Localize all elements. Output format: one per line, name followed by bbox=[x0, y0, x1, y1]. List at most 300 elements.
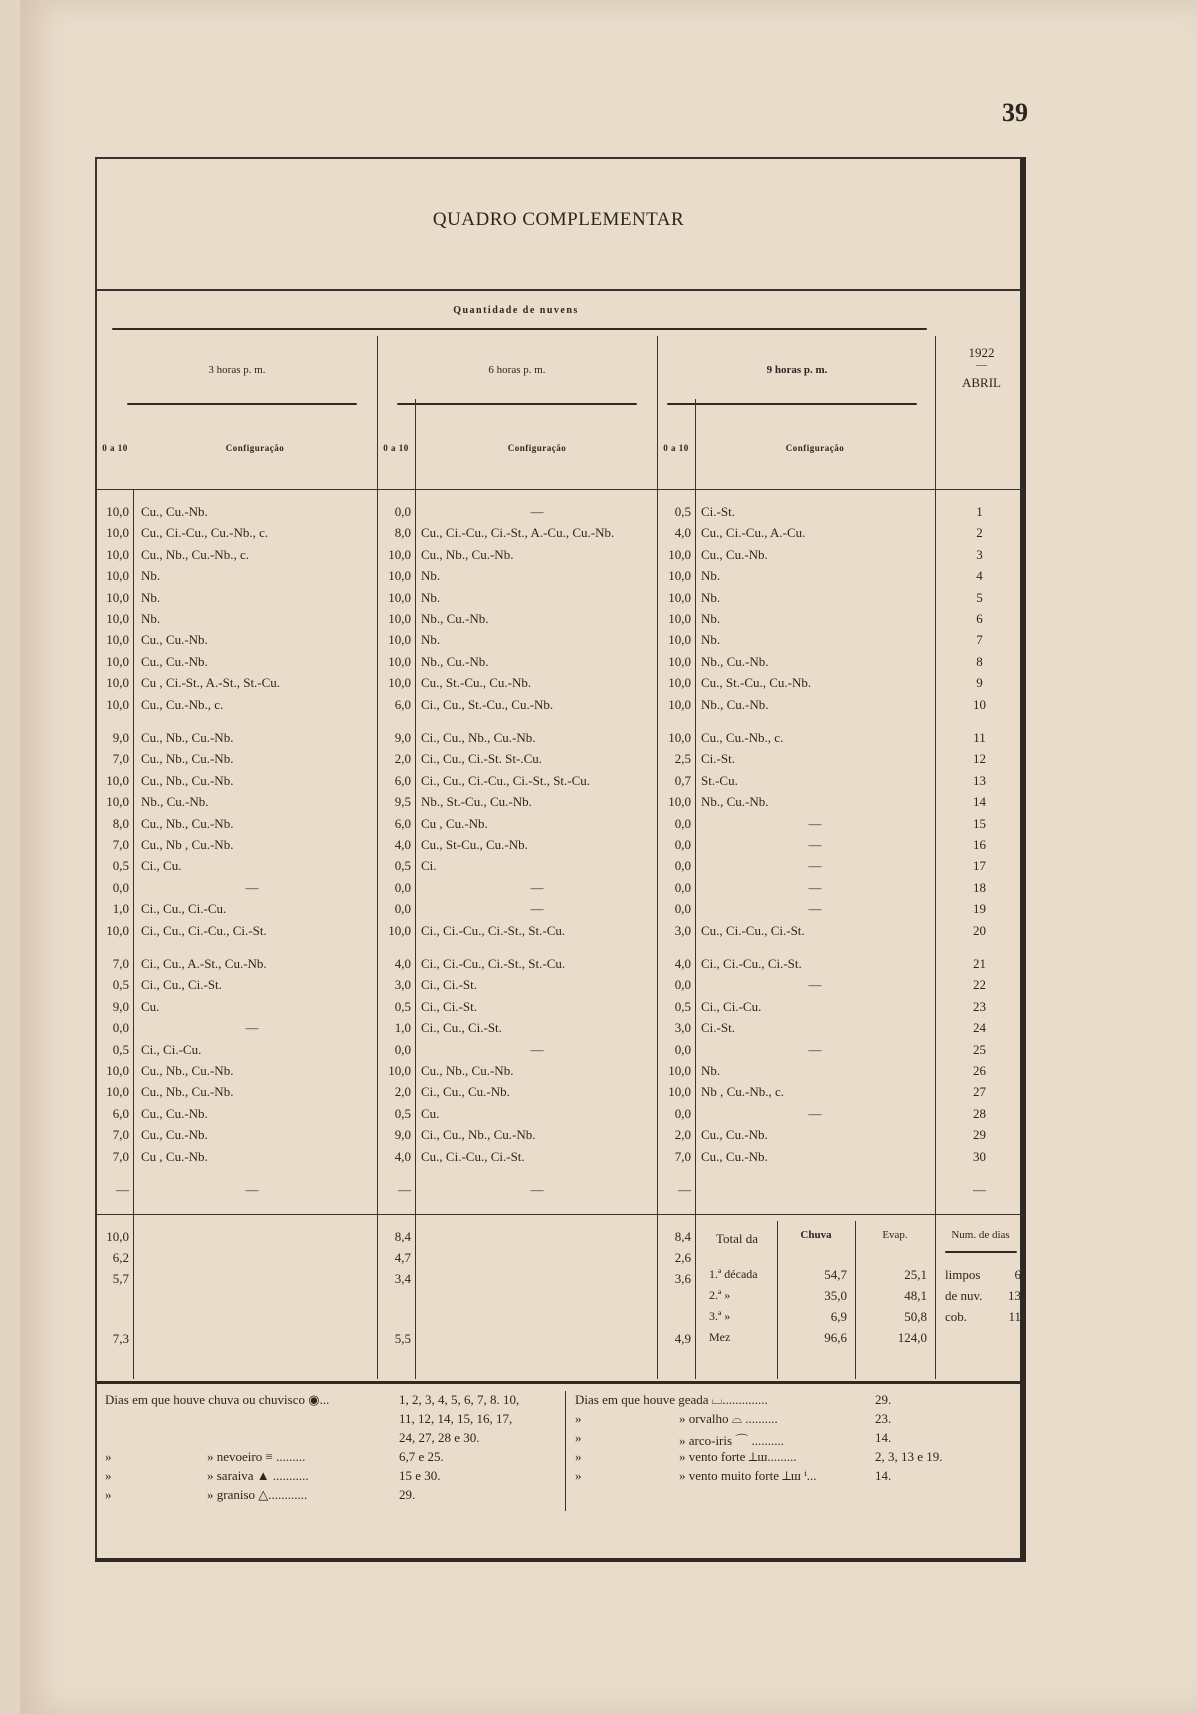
table-row bbox=[97, 611, 1020, 632]
legend-value: 23. bbox=[875, 1411, 892, 1426]
cell-bc: Nb. bbox=[421, 568, 441, 584]
header-group-label: Quantidade de nuvens bbox=[453, 305, 579, 316]
cell-a: 10,0 bbox=[106, 696, 129, 712]
cell-b: 0,0 bbox=[394, 504, 411, 519]
cell-c: 10,0 bbox=[668, 568, 691, 584]
legend-divider bbox=[565, 1391, 566, 1511]
summary-value: 7,3 bbox=[112, 1331, 129, 1346]
cell-bc: Ci., Ci.-Cu., Ci.-St., St.-Cu. bbox=[421, 922, 566, 938]
cell-b: 9,5 bbox=[394, 794, 411, 810]
summary-value: Mez bbox=[709, 1330, 731, 1344]
table-row bbox=[97, 1084, 1020, 1105]
table-row bbox=[97, 901, 1020, 922]
summary-value: 2,6 bbox=[674, 1250, 691, 1265]
cell-ac: — bbox=[245, 1020, 259, 1036]
cell-b: 10,0 bbox=[388, 589, 411, 605]
cell-b: 2,0 bbox=[394, 751, 411, 767]
cell-ac: Ci., Cu., Ci.-Cu., Ci.-St. bbox=[141, 922, 267, 938]
cell-bc: — bbox=[530, 1182, 544, 1197]
cell-cc: Nb., Cu.-Nb. bbox=[701, 794, 769, 810]
cell-d: 21 bbox=[973, 956, 986, 971]
cell-c: 0,5 bbox=[674, 998, 691, 1014]
table-row bbox=[97, 675, 1020, 696]
cell-b: 8,0 bbox=[394, 525, 411, 541]
cell-b: 4,0 bbox=[394, 1148, 411, 1164]
table-row bbox=[97, 1127, 1020, 1148]
cell-a: 7,0 bbox=[112, 837, 129, 852]
cell-ac: Cu., Nb., Cu.-Nb., c. bbox=[141, 546, 249, 562]
cell-d: 1 bbox=[976, 504, 983, 519]
cell-a: 10,0 bbox=[106, 589, 129, 605]
header-period-3: 9 horas p. m. bbox=[766, 364, 828, 376]
summary-value: Evap. bbox=[882, 1229, 908, 1241]
cell-cc: Nb , Cu.-Nb., c. bbox=[701, 1084, 785, 1100]
header-scale-3: 0 a 10 bbox=[663, 443, 689, 453]
cell-a: 10,0 bbox=[106, 1084, 129, 1100]
table-row bbox=[97, 858, 1020, 879]
legend-value: 11, 12, 14, 15, 16, 17, bbox=[399, 1411, 513, 1426]
cell-d: 11 bbox=[973, 730, 986, 745]
cell-b: 0,5 bbox=[394, 1105, 411, 1121]
cell-a: 10,0 bbox=[106, 632, 129, 648]
legend-quote: » bbox=[575, 1468, 582, 1483]
cell-d: 6 bbox=[976, 611, 983, 626]
cell-cc: Ci., Ci.-Cu. bbox=[701, 998, 762, 1014]
table-row bbox=[97, 1149, 1020, 1170]
cell-c: 3,0 bbox=[674, 1020, 691, 1036]
table-row bbox=[97, 525, 1020, 546]
cell-a: 0,5 bbox=[112, 1041, 129, 1057]
cell-cc: Nb., Cu.-Nb. bbox=[701, 653, 769, 669]
cell-b: 10,0 bbox=[388, 611, 411, 626]
cell-c: 0,7 bbox=[674, 772, 691, 788]
cell-ac: Cu., Ci.-Cu., Cu.-Nb., c. bbox=[141, 525, 269, 541]
cell-ac: — bbox=[245, 1182, 259, 1197]
cell-a: 10,0 bbox=[106, 1063, 129, 1078]
cell-cc: Nb., Cu.-Nb. bbox=[701, 696, 769, 712]
cell-d: 27 bbox=[973, 1084, 986, 1100]
table-row bbox=[97, 547, 1020, 568]
summary-value: 4,7 bbox=[394, 1250, 411, 1265]
cell-bc: Cu., Ci.-Cu., Ci.-St., A.-Cu., Cu.-Nb. bbox=[421, 525, 615, 541]
cell-d: 3 bbox=[976, 546, 983, 562]
legend-quote: » bbox=[575, 1411, 582, 1426]
cell-a: 7,0 bbox=[112, 751, 129, 767]
table-row bbox=[97, 1182, 1020, 1203]
legend-quote: » bbox=[575, 1449, 582, 1464]
cell-b: 0,5 bbox=[394, 998, 411, 1014]
cell-cc: Ci.-St. bbox=[701, 504, 735, 519]
table-row bbox=[97, 816, 1020, 837]
summary-value: 48,1 bbox=[904, 1288, 927, 1303]
cell-ac: Cu., Cu.-Nb., c. bbox=[141, 696, 224, 712]
cell-ac: Cu., Nb , Cu.-Nb. bbox=[141, 837, 234, 852]
cell-cc: Ci., Ci.-Cu., Ci.-St. bbox=[701, 956, 802, 971]
header-bottom-rule bbox=[97, 489, 1026, 490]
cell-cc: Cu., St.-Cu., Cu.-Nb. bbox=[701, 675, 812, 691]
cell-cc: Ci.-St. bbox=[701, 1020, 735, 1036]
legend-value: 1, 2, 3, 4, 5, 6, 7, 8. 10, bbox=[399, 1392, 520, 1407]
cell-a: 10,0 bbox=[106, 675, 129, 691]
table-row bbox=[97, 977, 1020, 998]
cell-bc: Ci., Ci.-St. bbox=[421, 977, 477, 993]
cell-c: 3,0 bbox=[674, 922, 691, 938]
cell-cc: — bbox=[808, 977, 822, 993]
table-row bbox=[97, 923, 1020, 944]
cell-cc: Nb. bbox=[701, 611, 721, 626]
header-config-3: Configuração bbox=[785, 443, 845, 453]
cell-a: — bbox=[116, 1182, 129, 1197]
summary-value: 6,2 bbox=[112, 1250, 129, 1265]
cell-cc: — bbox=[808, 815, 822, 831]
cell-a: 0,5 bbox=[112, 858, 129, 874]
cell-c: 0,5 bbox=[674, 504, 691, 519]
cell-a: 10,0 bbox=[106, 504, 129, 519]
cell-d: 20 bbox=[973, 922, 986, 938]
header-period-2: 6 horas p. m. bbox=[488, 364, 546, 376]
cell-ac: Ci., Cu., Ci.-Cu. bbox=[141, 901, 227, 917]
table-row bbox=[97, 794, 1020, 815]
cell-d: 14 bbox=[973, 794, 986, 810]
cell-d: 25 bbox=[973, 1041, 986, 1057]
cell-bc: Ci., Cu., Nb., Cu.-Nb. bbox=[421, 1127, 536, 1143]
cell-b: — bbox=[398, 1182, 411, 1197]
cell-cc: Cu., Cu.-Nb. bbox=[701, 546, 768, 562]
cell-cc: — bbox=[808, 1041, 822, 1057]
cell-a: 9,0 bbox=[112, 998, 129, 1014]
summary-value: Total da bbox=[715, 1231, 759, 1246]
cell-a: 10,0 bbox=[106, 568, 129, 584]
cell-bc: Nb., Cu.-Nb. bbox=[421, 611, 489, 626]
cell-d: 10 bbox=[973, 696, 986, 712]
cell-cc: Ci.-St. bbox=[701, 751, 735, 767]
legend-quote: » bbox=[105, 1468, 112, 1483]
page bbox=[20, 0, 1197, 1714]
cell-d: 9 bbox=[976, 675, 983, 691]
cell-bc: Nb. bbox=[421, 632, 441, 648]
cell-c: 10,0 bbox=[668, 696, 691, 712]
cell-b: 10,0 bbox=[388, 653, 411, 669]
cell-c: 10,0 bbox=[668, 794, 691, 810]
cell-b: 10,0 bbox=[388, 1063, 411, 1078]
cell-b: 6,0 bbox=[394, 772, 411, 788]
cell-b: 0,0 bbox=[394, 879, 411, 895]
cell-cc: Cu., Cu.-Nb., c. bbox=[701, 730, 784, 745]
summary-value: 5,5 bbox=[394, 1331, 411, 1346]
summary-value: 4,9 bbox=[674, 1331, 691, 1346]
cell-b: 0,0 bbox=[394, 1041, 411, 1057]
cell-c: 10,0 bbox=[668, 675, 691, 691]
cell-c: 0,0 bbox=[674, 858, 691, 874]
cell-d: 17 bbox=[973, 858, 986, 874]
cell-d: 13 bbox=[973, 772, 986, 788]
table-row bbox=[97, 568, 1020, 589]
cell-d: 15 bbox=[973, 815, 986, 831]
cell-c: 0,0 bbox=[674, 837, 691, 852]
cell-c: 10,0 bbox=[668, 1063, 691, 1078]
cell-cc: — bbox=[808, 901, 822, 917]
cell-ac: Nb. bbox=[141, 589, 161, 605]
cell-d: 7 bbox=[976, 632, 983, 648]
summary-value: 5,7 bbox=[112, 1271, 129, 1286]
header-year: 1922 bbox=[968, 345, 995, 360]
header-scale-1: 0 a 10 bbox=[102, 443, 128, 453]
cell-d: 16 bbox=[973, 837, 986, 852]
cell-bc: Cu., St-Cu., Cu.-Nb. bbox=[421, 837, 528, 852]
table-title: QUADRO COMPLEMENTAR bbox=[432, 209, 685, 230]
cell-bc: Cu , Cu.-Nb. bbox=[421, 815, 488, 831]
table-row bbox=[97, 632, 1020, 653]
cell-ac: Cu., Cu.-Nb. bbox=[141, 653, 208, 669]
summary-value: 2.ª » bbox=[709, 1288, 731, 1302]
summary-top-rule bbox=[97, 1214, 1026, 1215]
cell-b: 1,0 bbox=[394, 1020, 411, 1036]
cell-a: 7,0 bbox=[112, 956, 129, 971]
cell-cc: Nb. bbox=[701, 632, 721, 648]
num-dias-rule bbox=[945, 1251, 1017, 1253]
cell-bc: Ci., Cu., Nb., Cu.-Nb. bbox=[421, 730, 536, 745]
cell-a: 9,0 bbox=[112, 730, 129, 745]
cell-d: 24 bbox=[973, 1020, 986, 1036]
cell-b: 0,5 bbox=[394, 858, 411, 874]
cell-cc: — bbox=[808, 858, 822, 874]
table-row bbox=[97, 1020, 1020, 1041]
cell-ac: Cu., Nb., Cu.-Nb. bbox=[141, 772, 234, 788]
cell-d: 22 bbox=[973, 977, 986, 993]
table-row bbox=[97, 956, 1020, 977]
cell-c: 0,0 bbox=[674, 1105, 691, 1121]
cell-c: 0,0 bbox=[674, 901, 691, 917]
cell-bc: Ci., Cu., Ci.-St. St-.Cu. bbox=[421, 751, 542, 767]
cell-bc: Ci., Ci.-St. bbox=[421, 998, 477, 1014]
legend-value: 6,7 e 25. bbox=[399, 1449, 444, 1464]
cell-b: 10,0 bbox=[388, 546, 411, 562]
table-row bbox=[97, 999, 1020, 1020]
cell-c: 10,0 bbox=[668, 1084, 691, 1100]
cell-bc: Cu., Nb., Cu.-Nb. bbox=[421, 546, 514, 562]
summary-value: 3,4 bbox=[394, 1271, 411, 1286]
cell-ac: Cu., Nb., Cu.-Nb. bbox=[141, 751, 234, 767]
legend-label: » vento forte ⟂ш......... bbox=[679, 1449, 797, 1464]
table-row bbox=[97, 773, 1020, 794]
cell-d: 19 bbox=[973, 901, 986, 917]
cell-bc: — bbox=[530, 901, 544, 917]
rule-p3 bbox=[667, 403, 917, 405]
cell-c: 0,0 bbox=[674, 815, 691, 831]
summary-value: 54,7 bbox=[824, 1267, 847, 1282]
cell-d: 12 bbox=[973, 751, 986, 767]
cell-cc: Cu., Cu.-Nb. bbox=[701, 1148, 768, 1164]
rule-p1 bbox=[127, 403, 357, 405]
summary-value: 1.ª década bbox=[709, 1267, 758, 1281]
legend-label: » orvalho ⌓ .......... bbox=[679, 1411, 778, 1426]
cell-c: 10,0 bbox=[668, 653, 691, 669]
cell-d: 23 bbox=[973, 998, 986, 1014]
cell-cc: Cu., Ci.-Cu., Ci.-St. bbox=[701, 922, 805, 938]
cell-d: 26 bbox=[973, 1063, 986, 1078]
summary-value: cob. bbox=[945, 1309, 968, 1324]
summary-value: 3,6 bbox=[674, 1271, 691, 1286]
summary-value: de nuv. bbox=[945, 1288, 983, 1303]
table-row bbox=[97, 504, 1020, 525]
cell-cc: Cu., Ci.-Cu., A.-Cu. bbox=[701, 525, 806, 541]
cell-bc: Ci., Cu., St.-Cu., Cu.-Nb. bbox=[421, 696, 554, 712]
cell-b: 9,0 bbox=[394, 1127, 411, 1143]
cell-a: 10,0 bbox=[106, 794, 129, 810]
cell-ac: Ci., Cu., A.-St., Cu.-Nb. bbox=[141, 956, 267, 971]
summary-value: 50,8 bbox=[904, 1309, 927, 1324]
cell-b: 10,0 bbox=[388, 922, 411, 938]
cell-b: 4,0 bbox=[394, 956, 411, 971]
cell-ac: Nb., Cu.-Nb. bbox=[141, 794, 209, 810]
cell-bc: Ci., Cu., Cu.-Nb. bbox=[421, 1084, 510, 1100]
cell-d: 2 bbox=[976, 525, 983, 541]
cell-bc: Nb. bbox=[421, 589, 441, 605]
header-sep: — bbox=[976, 359, 987, 371]
cell-bc: — bbox=[530, 504, 544, 519]
cell-b: 2,0 bbox=[394, 1084, 411, 1100]
table-row bbox=[97, 697, 1020, 718]
cell-ac: Cu., Cu.-Nb. bbox=[141, 1127, 208, 1143]
cell-a: 10,0 bbox=[106, 922, 129, 938]
table-row bbox=[97, 1042, 1020, 1063]
summary-value: 6 bbox=[1014, 1267, 1021, 1282]
summary-value: 124,0 bbox=[897, 1330, 927, 1345]
legend-label: Dias em que houve geada ⌴.............. bbox=[575, 1392, 768, 1407]
table-row bbox=[97, 590, 1020, 611]
summary-value: Chuva bbox=[800, 1229, 832, 1241]
cell-bc: — bbox=[530, 1041, 544, 1057]
cell-c: 4,0 bbox=[674, 525, 691, 541]
cell-b: 4,0 bbox=[394, 837, 411, 852]
table-row bbox=[97, 837, 1020, 858]
cell-a: 10,0 bbox=[106, 525, 129, 541]
cell-ac: Ci., Cu., Ci.-St. bbox=[141, 977, 222, 993]
cell-b: 10,0 bbox=[388, 675, 411, 691]
legend-label: » graniso △............ bbox=[207, 1487, 308, 1502]
table-frame bbox=[95, 157, 1026, 1562]
legend-value: 24, 27, 28 e 30. bbox=[399, 1430, 480, 1445]
legend-value: 14. bbox=[875, 1468, 892, 1483]
legend-value: 15 e 30. bbox=[399, 1468, 441, 1483]
summary-value: 6,9 bbox=[830, 1309, 847, 1324]
cell-ac: Cu., Cu.-Nb. bbox=[141, 504, 208, 519]
header-scale-2: 0 a 10 bbox=[383, 443, 409, 453]
cell-a: 1,0 bbox=[112, 901, 129, 917]
summary-value: 10,0 bbox=[106, 1229, 129, 1244]
cell-cc: — bbox=[808, 1105, 822, 1121]
legend-label: » saraiva ▲ ........... bbox=[207, 1468, 309, 1483]
cell-bc: Cu. bbox=[421, 1105, 440, 1121]
cell-bc: Ci., Cu., Ci.-St. bbox=[421, 1020, 502, 1036]
cell-bc: — bbox=[530, 879, 544, 895]
cell-ac: — bbox=[245, 879, 259, 895]
cell-c: 0,0 bbox=[674, 879, 691, 895]
cell-c: 4,0 bbox=[674, 956, 691, 971]
cell-bc: Cu., St.-Cu., Cu.-Nb. bbox=[421, 675, 532, 691]
cell-d: 5 bbox=[976, 589, 983, 605]
summary-value: 96,6 bbox=[824, 1330, 847, 1345]
legend-label: » vento muito forte ⟂ш ⁱ... bbox=[679, 1468, 817, 1483]
table-row bbox=[97, 1063, 1020, 1084]
cell-b: 10,0 bbox=[388, 568, 411, 584]
cell-a: 10,0 bbox=[106, 546, 129, 562]
cell-a: 6,0 bbox=[112, 1105, 129, 1121]
cell-b: 0,0 bbox=[394, 901, 411, 917]
legend-label: » arco-iris ⌒ .......... bbox=[679, 1433, 785, 1448]
summary-value: 25,1 bbox=[904, 1267, 927, 1282]
summary-value: 35,0 bbox=[824, 1288, 847, 1303]
cell-d: — bbox=[973, 1182, 986, 1197]
cell-bc: Ci., Ci.-Cu., Ci.-St., St.-Cu. bbox=[421, 956, 566, 971]
cell-bc: Cu., Ci.-Cu., Ci.-St. bbox=[421, 1148, 525, 1164]
cell-c: — bbox=[678, 1182, 691, 1197]
cell-c: 10,0 bbox=[668, 546, 691, 562]
table-row bbox=[97, 1106, 1020, 1127]
cell-b: 9,0 bbox=[394, 730, 411, 745]
cell-c: 7,0 bbox=[674, 1148, 691, 1164]
cell-bc: Nb., St.-Cu., Cu.-Nb. bbox=[421, 794, 532, 810]
table-row bbox=[97, 880, 1020, 901]
cell-bc: Ci., Cu., Ci.-Cu., Ci.-St., St.-Cu. bbox=[421, 772, 591, 788]
cell-a: 7,0 bbox=[112, 1148, 129, 1164]
table-row bbox=[97, 751, 1020, 772]
cell-cc: — bbox=[808, 879, 822, 895]
cell-d: 29 bbox=[973, 1127, 986, 1143]
legend-quote: » bbox=[575, 1430, 582, 1445]
summary-value: limpos bbox=[945, 1267, 981, 1282]
title-box bbox=[97, 159, 1020, 291]
page-number: 39 bbox=[1002, 98, 1028, 127]
cell-ac: Nb. bbox=[141, 611, 161, 626]
cell-a: 8,0 bbox=[112, 815, 129, 831]
cell-c: 2,5 bbox=[674, 751, 691, 767]
cell-a: 0,5 bbox=[112, 977, 129, 993]
cell-a: 0,0 bbox=[112, 879, 129, 895]
header-config-1: Configuração bbox=[225, 443, 285, 453]
table-row bbox=[97, 730, 1020, 751]
cell-c: 0,0 bbox=[674, 1041, 691, 1057]
header-month: ABRIL bbox=[962, 375, 1001, 390]
cell-ac: Cu., Cu.-Nb. bbox=[141, 632, 208, 648]
summary-value: 11 bbox=[1008, 1309, 1021, 1324]
legend-value: 2, 3, 13 e 19. bbox=[875, 1449, 943, 1464]
cell-a: 10,0 bbox=[106, 611, 129, 626]
cell-bc: Nb., Cu.-Nb. bbox=[421, 653, 489, 669]
cell-d: 18 bbox=[973, 879, 986, 895]
summary-bottom-rule bbox=[97, 1381, 1026, 1384]
cell-b: 3,0 bbox=[394, 977, 411, 993]
cell-ac: Cu., Nb., Cu.-Nb. bbox=[141, 1084, 234, 1100]
header-period-1: 3 horas p. m. bbox=[208, 364, 266, 376]
cell-b: 10,0 bbox=[388, 632, 411, 648]
summary-value: 8,4 bbox=[394, 1229, 411, 1244]
header-group-rule bbox=[112, 328, 927, 330]
cell-ac: Cu., Nb., Cu.-Nb. bbox=[141, 730, 234, 745]
rule-p2 bbox=[397, 403, 637, 405]
cell-ac: Cu., Cu.-Nb. bbox=[141, 1105, 208, 1121]
cell-ac: Cu., Nb., Cu.-Nb. bbox=[141, 815, 234, 831]
legend-label: » nevoeiro ≡ ......... bbox=[207, 1449, 306, 1464]
cell-cc: St.-Cu. bbox=[701, 772, 738, 788]
cell-bc: Ci. bbox=[421, 858, 437, 874]
cell-ac: Cu , Ci.-St., A.-St., St.-Cu. bbox=[141, 675, 281, 691]
legend-quote: » bbox=[105, 1487, 112, 1502]
cell-ac: Nb. bbox=[141, 568, 161, 584]
cell-ac: Ci., Ci.-Cu. bbox=[141, 1041, 202, 1057]
cell-a: 10,0 bbox=[106, 653, 129, 669]
cell-c: 2,0 bbox=[674, 1127, 691, 1143]
